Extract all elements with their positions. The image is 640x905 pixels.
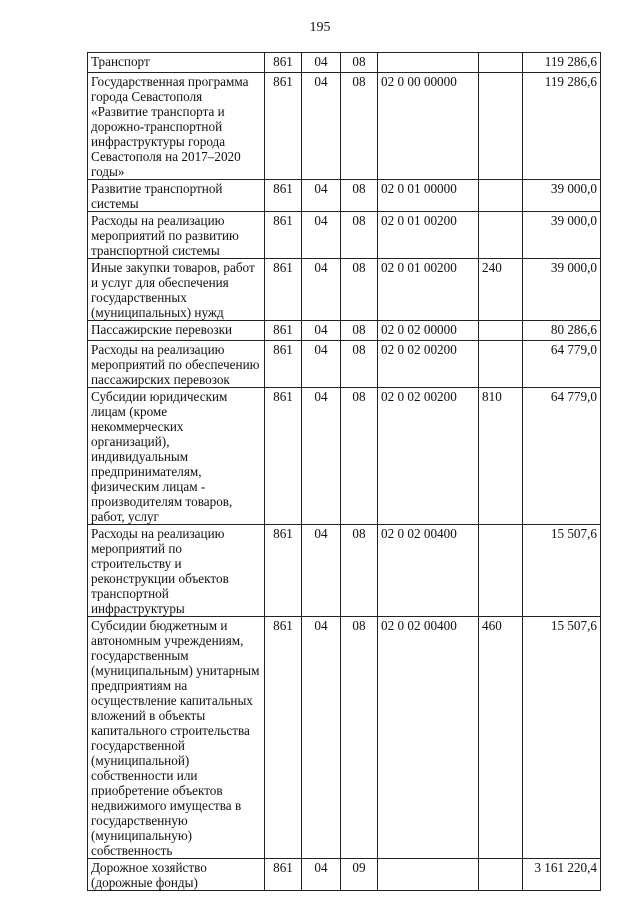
row-pr: 08 [341, 259, 378, 321]
row-csr: 02 0 02 00400 [378, 617, 479, 859]
row-grbs: 861 [265, 617, 302, 859]
row-vr [479, 341, 523, 388]
row-name: Транспорт [88, 53, 265, 73]
row-vr [479, 859, 523, 891]
row-name: Дорожное хозяйство (дорожные фонды) [88, 859, 265, 891]
row-grbs: 861 [265, 859, 302, 891]
row-name: Иные закупки товаров, работ и услуг для обеспечения государственных (муниципальных) нужд [88, 259, 265, 321]
table-row [88, 525, 601, 617]
row-csr [378, 53, 479, 73]
row-vr [479, 73, 523, 180]
table-row [88, 341, 601, 388]
table-row [88, 212, 601, 259]
row-vr [479, 525, 523, 617]
row-pr: 08 [341, 212, 378, 259]
row-csr: 02 0 02 00200 [378, 388, 479, 525]
row-csr: 02 0 01 00200 [378, 212, 479, 259]
row-vr [479, 53, 523, 73]
row-sum: 39 000,0 [523, 212, 601, 259]
row-rz: 04 [302, 341, 341, 388]
row-grbs: 861 [265, 180, 302, 212]
row-sum: 3 161 220,4 [523, 859, 601, 891]
row-grbs: 861 [265, 525, 302, 617]
row-vr [479, 321, 523, 341]
row-pr: 08 [341, 341, 378, 388]
row-sum: 15 507,6 [523, 525, 601, 617]
row-sum: 39 000,0 [523, 180, 601, 212]
row-pr: 08 [341, 321, 378, 341]
row-name: Расходы на реализацию мероприятий по строительству и реконструкции объектов транспортной инфраструктуры [88, 525, 265, 617]
row-name: Расходы на реализацию мероприятий по обеспечению пассажирских перевозок [88, 341, 265, 388]
row-pr: 09 [341, 859, 378, 891]
row-csr [378, 859, 479, 891]
row-rz: 04 [302, 212, 341, 259]
row-rz: 04 [302, 259, 341, 321]
row-rz: 04 [302, 53, 341, 73]
row-csr: 02 0 02 00000 [378, 321, 479, 341]
row-sum: 119 286,6 [523, 73, 601, 180]
row-sum: 80 286,6 [523, 321, 601, 341]
row-rz: 04 [302, 525, 341, 617]
row-sum: 39 000,0 [523, 259, 601, 321]
row-rz: 04 [302, 859, 341, 891]
row-csr: 02 0 01 00200 [378, 259, 479, 321]
row-grbs: 861 [265, 212, 302, 259]
budget-table [87, 52, 601, 891]
row-name: Субсидии юридическим лицам (кроме некоммерческих организаций), индивидуальным предпринимателям, физическим лицам - производителям товаров, работ, услуг [88, 388, 265, 525]
row-grbs: 861 [265, 341, 302, 388]
row-pr: 08 [341, 525, 378, 617]
table-row [88, 388, 601, 525]
row-name: Субсидии бюджетным и автономным учреждениям, государственным (муниципальным) унитарным предприятиям на осуществление капитальных вложений в объекты капитального строительства государственной (муниципальной) собственности или приобретение объектов недвижимого имущества в государственную (муниципальную) собственность [88, 617, 265, 859]
row-rz: 04 [302, 180, 341, 212]
row-pr: 08 [341, 53, 378, 73]
page-number: 195 [309, 20, 331, 35]
row-vr [479, 212, 523, 259]
row-grbs: 861 [265, 321, 302, 341]
row-csr: 02 0 01 00000 [378, 180, 479, 212]
row-vr: 240 [479, 259, 523, 321]
row-pr: 08 [341, 73, 378, 180]
row-rz: 04 [302, 73, 341, 180]
row-pr: 08 [341, 388, 378, 525]
row-rz: 04 [302, 321, 341, 341]
row-vr: 460 [479, 617, 523, 859]
table-row [88, 259, 601, 321]
row-rz: 04 [302, 617, 341, 859]
row-name: Пассажирские перевозки [88, 321, 265, 341]
row-grbs: 861 [265, 388, 302, 525]
row-vr: 810 [479, 388, 523, 525]
table-row [88, 859, 601, 891]
row-sum: 64 779,0 [523, 388, 601, 525]
row-name: Государственная программа города Севастополя «Развитие транспорта и дорожно-транспортной инфраструктуры города Севастополя на 2017–2020 годы» [88, 73, 265, 180]
row-name: Расходы на реализацию мероприятий по развитию транспортной системы [88, 212, 265, 259]
row-grbs: 861 [265, 73, 302, 180]
row-grbs: 861 [265, 259, 302, 321]
row-sum: 64 779,0 [523, 341, 601, 388]
table-row [88, 180, 601, 212]
row-pr: 08 [341, 180, 378, 212]
row-rz: 04 [302, 388, 341, 525]
row-grbs: 861 [265, 53, 302, 73]
row-csr: 02 0 02 00400 [378, 525, 479, 617]
table-row [88, 617, 601, 859]
row-sum: 15 507,6 [523, 617, 601, 859]
table-row [88, 73, 601, 180]
table-body [88, 53, 601, 891]
table-row [88, 321, 601, 341]
row-csr: 02 0 02 00200 [378, 341, 479, 388]
row-vr [479, 180, 523, 212]
row-name: Развитие транспортной системы [88, 180, 265, 212]
table-row [88, 53, 601, 73]
row-sum: 119 286,6 [523, 53, 601, 73]
row-pr: 08 [341, 617, 378, 859]
row-csr: 02 0 00 00000 [378, 73, 479, 180]
